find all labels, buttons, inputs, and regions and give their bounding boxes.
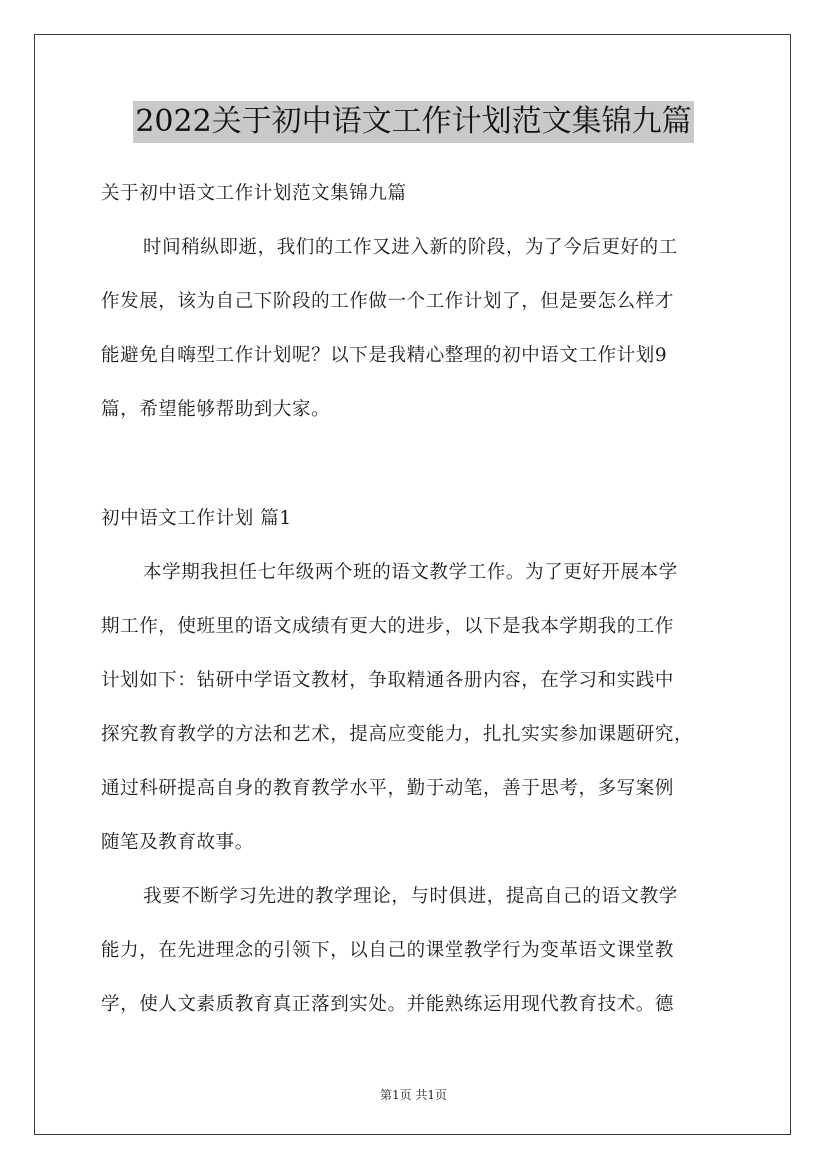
para1-line-2: 期工作，使班里的语文成绩有更大的进步，以下是我本学期我的工作	[101, 616, 675, 637]
section-heading: 初中语文工作计划 篇1	[101, 508, 292, 529]
document-title: 2022关于初中语文工作计划范文集锦九篇	[133, 101, 693, 143]
intro-line-3: 能避免自嗨型工作计划呢？以下是我精心整理的初中语文工作计划9	[101, 345, 668, 366]
intro-line-4: 篇，希望能够帮助到大家。	[101, 399, 331, 420]
document-subtitle: 关于初中语文工作计划范文集锦九篇	[101, 183, 407, 204]
intro-line-2: 作发展，该为自己下阶段的工作做一个工作计划了，但是要怎么样才	[101, 291, 675, 312]
page-footer: 第1页 共1页	[379, 1088, 448, 1102]
document-title-wrap	[0, 101, 827, 143]
para1-line-1: 本学期我担任七年级两个班的语文教学工作。为了更好开展本学	[143, 562, 678, 583]
para1-line-4: 探究教育教学的方法和艺术，提高应变能力，扎扎实实参加课题研究，	[101, 724, 694, 745]
para2-line-2: 能力，在先进理念的引领下，以自己的课堂教学行为变革语文课堂教	[101, 940, 675, 961]
intro-line-1: 时间稍纵即逝，我们的工作又进入新的阶段，为了今后更好的工	[143, 237, 678, 258]
para1-line-3: 计划如下：钻研中学语文教材，争取精通各册内容，在学习和实践中	[101, 670, 675, 691]
para1-line-6: 随笔及教育故事。	[101, 832, 254, 853]
para1-line-5: 通过科研提高自身的教育教学水平，勤于动笔，善于思考，多写案例	[101, 778, 675, 799]
para2-line-1: 我要不断学习先进的教学理论，与时俱进，提高自己的语文教学	[143, 886, 678, 907]
para2-line-3: 学，使人文素质教育真正落到实处。并能熟练运用现代教育技术。德	[101, 994, 675, 1015]
